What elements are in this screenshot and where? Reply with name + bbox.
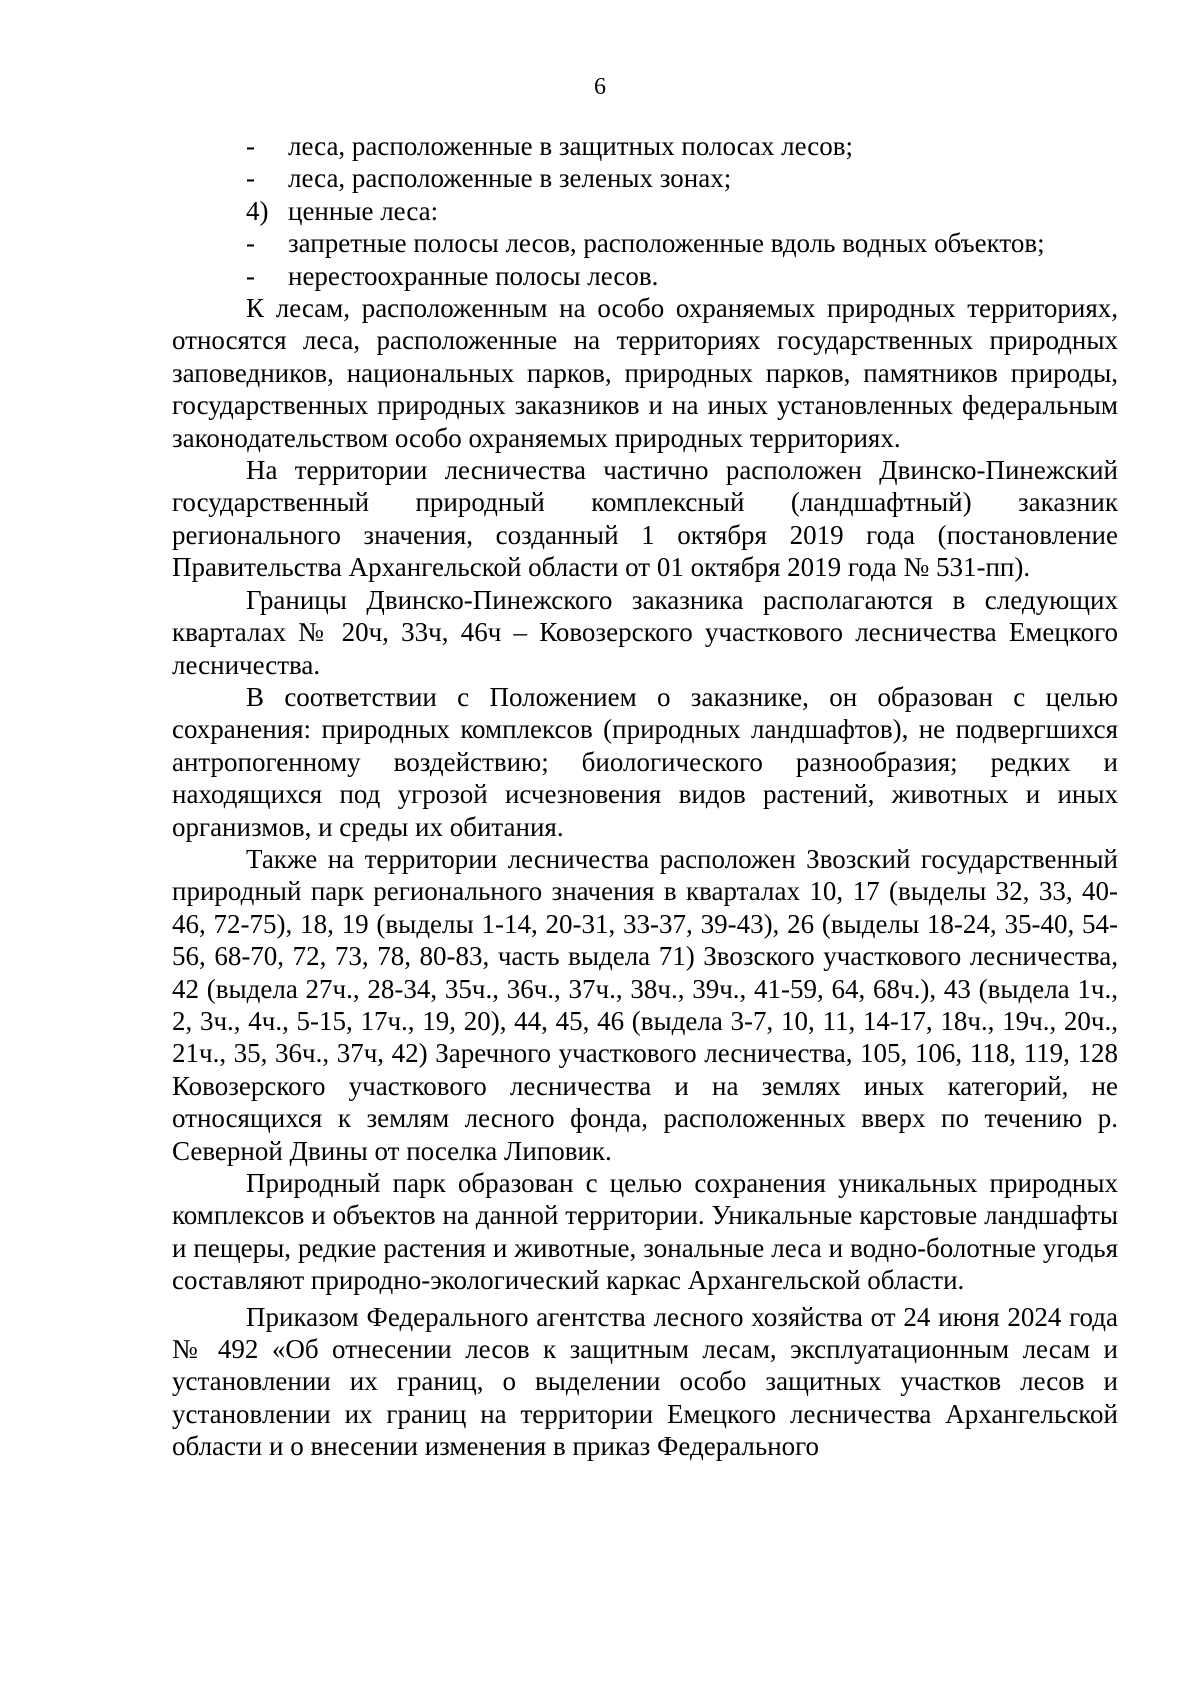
list-marker: - — [246, 260, 255, 291]
list-marker: - — [246, 131, 255, 161]
list-item — [172, 130, 1118, 162]
paragraph-rosleshoz-order: Приказом Федерального агентства лесного хозяйства от 24 июня 2024 года № 492 «Об отнесении лесов к защитным лесам, эксплуатационным лесам и установлении их границ, о выделении особо защитных участков лесов и установлении их границ на территории Емецкого лесничества Архангельской области и о внесении изменения в приказ Федерального — [172, 1301, 1118, 1462]
list-text: запретные полосы лесов, расположенные вдоль водных объектов; — [288, 228, 1045, 259]
list-text: леса, расположенные в зеленых зонах; — [288, 163, 732, 194]
list-marker: - — [246, 228, 255, 259]
list-item — [172, 195, 1118, 227]
paragraph-zvozsky-park: Также на территории лесничества расположен Звозский государственный природный парк регионального значения в кварталах 10, 17 (выделы 32, 33, 40-46, 72-75), 18, 19 (выделы 1-14, 20-31, 33-37, 39-43), 26 (выделы 18-24, 35-40, 54-56, 68-70, 72, 73, 78, 80-83, часть выдела 71) Звозского участкового лесничества, 42 (выдела 27ч., 28-34, 35ч., 36ч., 37ч., 38ч., 39ч., 41-59, 64, 68ч.), 43 (выдела 1ч., 2, 3ч., 4ч., 5-15, 17ч., 19, 20), 44, 45, 46 (выдела 3-7, 10, 11, 14-17, 18ч., 19ч., 20ч., 21ч., 35, 36ч., 37ч, 42) Заречного участкового лесничества, 105, 106, 118, 119, 128 Ковозерского участкового лесничества и на землях иных категорий, не относящихся к землям лесного фонда, расположенных вверх по течению р. Северной Двины от поселка Липовик. — [172, 843, 1118, 1166]
list-item — [172, 260, 1118, 292]
paragraph-protected-territories: К лесам, расположенным на особо охраняемых природных территориях, относятся леса, расположенные на территориях государственных природных заповедников, национальных парков, природных парков, памятников природы, государственных природных заказников и на иных установленных федеральным законодательством особо охраняемых природных территориях. — [172, 293, 1118, 453]
list-text: ценные леса: — [288, 195, 439, 226]
list-item — [172, 227, 1118, 259]
list-marker: 4) — [246, 195, 269, 226]
paragraph-dvinsko-pinezhsky-reserve: На территории лесничества частично расположен Двинско-Пинежский государственный природный комплексный (ландшафтный) заказник регионального значения, созданный 1 октября 2019 года (постановление Правительства Архангельской области от 01 октября 2019 года № 531-пп). — [172, 455, 1118, 583]
paragraph-park-purpose: Природный парк образован с целью сохранения уникальных природных комплексов и объектов на данной территории. Уникальные карстовые ландшафты и пещеры, редкие растения и животные, зональные леса и водно-болотные угодья составляют природно-экологический каркас Архангельской области. — [172, 1168, 1118, 1296]
page-content — [172, 130, 1118, 1463]
paragraph-reserve-purpose: В соответствии с Положением о заказнике, он образован с целью сохранения: природных комплексов (природных ландшафтов), не подвергшихся антропогенному воздействию; биологического разнообразия; редких и находящихся под угрозой исчезновения видов растений, животных и иных организмов, и среды их обитания. — [172, 681, 1118, 842]
list-marker: - — [246, 163, 255, 194]
paragraph-reserve-boundaries: Границы Двинско-Пинежского заказника располагаются в следующих кварталах № 20ч, 33ч, 46ч – Ковозерского участкового лесничества Емецкого лесничества. — [172, 584, 1118, 680]
list-text: нерестоохранные полосы лесов. — [288, 260, 659, 291]
list-text: леса, расположенные в защитных полосах лесов; — [288, 131, 854, 161]
list-item — [172, 162, 1118, 194]
page-number: 6 — [594, 74, 606, 100]
